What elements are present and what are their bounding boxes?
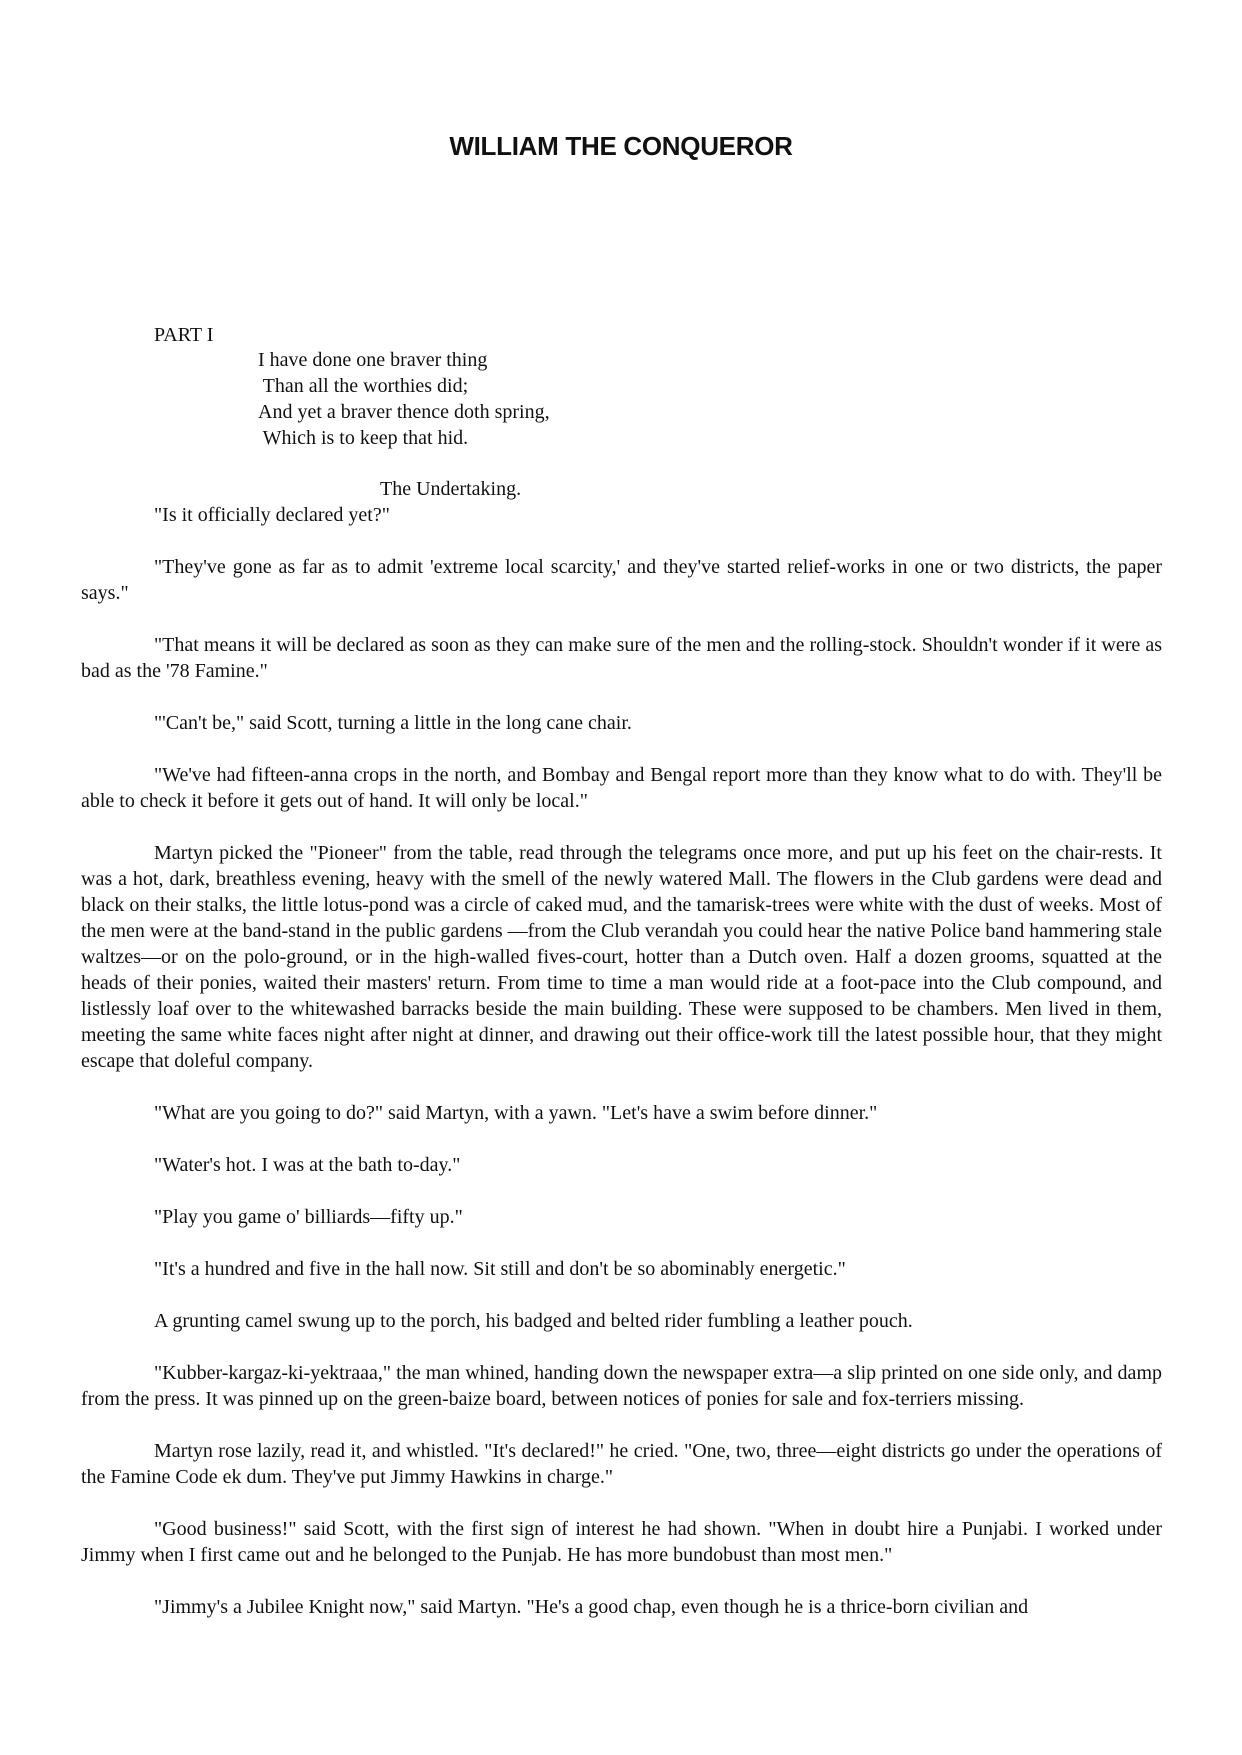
epigraph-line: Which is to keep that hid.	[258, 427, 469, 449]
epigraph-line: And yet a braver thence doth spring,	[258, 401, 550, 423]
paragraph: "That means it will be declared as soon as they can make sure of the men and the rolling-stock. Shouldn't wonder if it were as bad as the '78 Famine."	[81, 634, 1162, 682]
paragraph: "Play you game o' billiards—fifty up."	[154, 1206, 463, 1228]
paragraph: "Jimmy's a Jubilee Knight now," said Martyn. "He's a good chap, even though he is a thrice-born civilian and	[154, 1596, 1029, 1618]
epigraph-poem	[258, 347, 550, 451]
paragraph: "Water's hot. I was at the bath to-day."	[154, 1154, 461, 1176]
part-heading: PART I	[154, 324, 214, 346]
paragraph: "Is it officially declared yet?"	[154, 504, 390, 526]
paragraph: "What are you going to do?" said Martyn, with a yawn. "Let's have a swim before dinner."	[154, 1102, 878, 1124]
paragraph: "They've gone as far as to admit 'extreme local scarcity,' and they've started relief-works in one or two districts, the paper says."	[81, 556, 1162, 604]
body-text	[81, 502, 1162, 1646]
epigraph-line: Than all the worthies did;	[258, 375, 469, 397]
paragraph: Martyn rose lazily, read it, and whistled. "It's declared!" he cried. "One, two, three—eight districts go under the operations of the Famine Code ek dum. They've put Jimmy Hawkins in charge."	[81, 1440, 1162, 1488]
epigraph-line: I have done one braver thing	[258, 349, 488, 371]
paragraph: Martyn picked the "Pioneer" from the table, read through the telegrams once more, and put up his feet on the chair-rests. It was a hot, dark, breathless evening, heavy with the smell of the newly watered Mall. The flowers in the Club gardens were dead and black on their stalks, the little lotus-pond was a circle of caked mud, and the tamarisk-trees were white with the dust of weeks. Most of the men were at the band-stand in the public gardens —from the Club verandah you could hear the native Police band hammering stale waltzes—or on the polo-ground, or in the high-walled fives-court, hotter than a Dutch oven. Half a dozen grooms, squatted at the heads of their ponies, waited their masters' return. From time to time a man would ride at a foot-pace into the Club compound, and listlessly loaf over to the whitewashed barracks beside the main building. These were supposed to be chambers. Men lived in them, meeting the same white faces night after night at dinner, and drawing out their office-work till the latest possible hour, that they might escape that doleful company.	[81, 842, 1162, 1072]
paragraph: A grunting camel swung up to the porch, his badged and belted rider fumbling a leather pouch.	[154, 1310, 913, 1332]
epigraph-source: The Undertaking.	[380, 478, 522, 500]
paragraph: "Good business!" said Scott, with the first sign of interest he had shown. "When in doubt hire a Punjabi. I worked under Jimmy when I first came out and he belonged to the Punjab. He has more bundobust than most men."	[81, 1518, 1162, 1566]
paragraph: "'Can't be," said Scott, turning a little in the long cane chair.	[154, 712, 632, 734]
paragraph: "Kubber-kargaz-ki-yektraaa," the man whined, handing down the newspaper extra—a slip printed on one side only, and damp from the press. It was pinned up on the green-baize board, between notices of ponies for sale and fox-terriers missing.	[81, 1362, 1162, 1410]
chapter-title: WILLIAM THE CONQUEROR	[449, 131, 793, 161]
paragraph: "We've had fifteen-anna crops in the north, and Bombay and Bengal report more than they know what to do with. They'll be able to check it before it gets out of hand. It will only be local."	[81, 764, 1162, 812]
paragraph: "It's a hundred and five in the hall now. Sit still and don't be so abominably energetic."	[154, 1258, 846, 1280]
